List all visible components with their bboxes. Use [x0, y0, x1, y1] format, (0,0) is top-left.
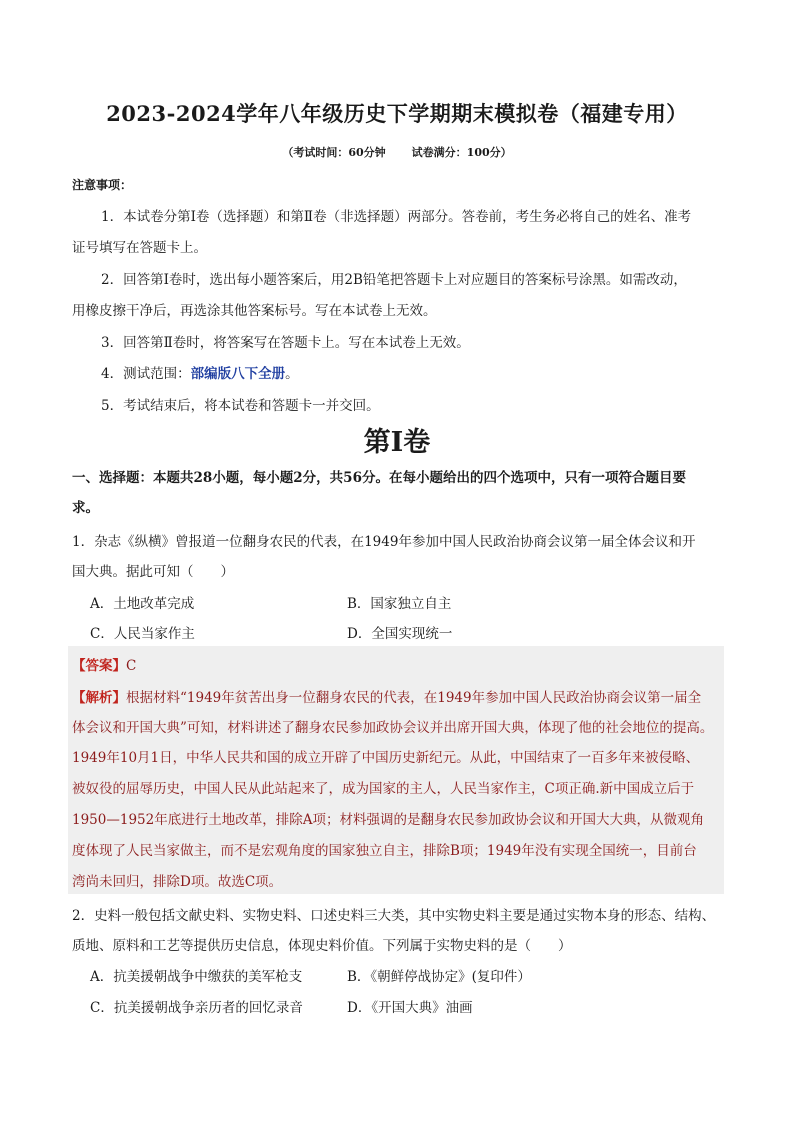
exam-title: 2023-2024学年八年级历史下学期期末模拟卷（福建专用） — [106, 101, 688, 126]
notice-item-4-prefix: 4．测试范围： — [101, 366, 191, 382]
q2-option-c: C．抗美援朝战争亲历者的回忆录音 — [90, 1000, 303, 1016]
q1-answer — [72, 654, 136, 674]
q2-option-b: B．《朝鲜停战协定》(复印件） — [347, 969, 531, 985]
exam-subtitle — [0, 144, 794, 160]
q1-analysis-line-2: 体会议和开国大典”可知，材料讲述了翻身农民参加政协会议并出席开国大典，体现了他的社会地位的提高。 — [72, 720, 714, 736]
q2-option-a: A．抗美援朝战争中缴获的美军枪支 — [90, 969, 303, 985]
test-scope: 部编版八下全册 — [190, 366, 286, 382]
q1-option-c: C．人民当家作主 — [90, 626, 195, 642]
q1-analysis-line-3: 1949年10月1日，中华人民共和国的成立开辟了中国历史新纪元。从此，中国结束了一百多年来被侵略、 — [72, 750, 700, 766]
answer-value: C — [126, 658, 137, 674]
notice-item-3: 3．回答第Ⅱ卷时，将答案写在答题卡上。写在本试卷上无效。 — [101, 335, 470, 351]
q1-analysis-line-7: 湾尚未回归，排除D项。故选C项。 — [72, 874, 283, 890]
exam-score: 试卷满分：100分） — [411, 146, 512, 159]
q1-analysis-line-5: 1950—1952年底进行土地改革，排除A项；材料强调的是翻身农民参加政协会议和开国大大典，从微观角 — [72, 812, 704, 828]
q1-stem: 1．杂志《纵横》曾报道一位翻身农民的代表，在1949年参加中国人民政治协商会议第一届全体会议和开 — [72, 534, 696, 550]
notice-item-5: 5．考试结束后，将本试卷和答题卡一并交回。 — [101, 398, 380, 414]
notice-item-2: 2．回答第Ⅰ卷时，选出每小题答案后，用2B铅笔把答题卡上对应题目的答案标号涂黑。如需改动， — [101, 272, 687, 288]
q2-stem: 2．史料一般包括文献史料、实物史料、口述史料三大类，其中实物史料主要是通过实物本身的形态、结构、 — [72, 908, 716, 924]
notice-heading: 注意事项： — [72, 178, 133, 192]
q2-stem-cont: 质地、原料和工艺等提供历史信息，体现史料价值。下列属于实物史料的是（ ） — [72, 938, 572, 954]
section-title: 第Ⅰ卷 — [363, 427, 431, 458]
q1-option-b: B．国家独立自主 — [347, 596, 452, 612]
notice-item-4-suffix: 。 — [285, 366, 299, 382]
q2-option-d: D．《开国大典》油画 — [347, 1000, 473, 1016]
analysis-label: 【解析】 — [72, 690, 126, 706]
q1-analysis-line-6: 度体现了人民当家做主，而不是宏观角度的国家独立自主，排除B项；1949年没有实现全国统一，目前台 — [72, 843, 697, 859]
notice-item-4 — [101, 362, 299, 382]
q1-option-d: D．全国实现统一 — [347, 626, 453, 642]
notice-item-1-cont: 证号填写在答题卡上。 — [72, 240, 207, 256]
section-intro: 一、选择题：本题共28小题，每小题2分，共56分。在每小题给出的四个选项中，只有一项符合题目要 — [72, 470, 686, 486]
q1-stem-cont: 国大典。据此可知（ ） — [72, 564, 234, 580]
answer-label: 【答案】 — [72, 658, 126, 674]
notice-item-2-cont: 用橡皮擦干净后，再选涂其他答案标号。写在本试卷上无效。 — [72, 303, 437, 319]
q1-option-a: A．土地改革完成 — [90, 596, 195, 612]
notice-item-1: 1．本试卷分第Ⅰ卷（选择题）和第Ⅱ卷（非选择题）两部分。答卷前，考生务必将自己的姓名、准考 — [101, 209, 692, 225]
q1-analysis-line-1: 【解析】根据材料“1949年贫苦出身一位翻身农民的代表，在1949年参加中国人民政治协商会议第一届全 — [72, 690, 702, 706]
q1-analysis-line-4: 被奴役的屈辱历史，中国人民从此站起来了，成为国家的主人，人民当家作主，C项正确.新中国成立后于 — [72, 781, 695, 797]
section-intro-cont: 求。 — [72, 500, 99, 516]
exam-time: （考试时间：60分钟 — [282, 146, 386, 159]
